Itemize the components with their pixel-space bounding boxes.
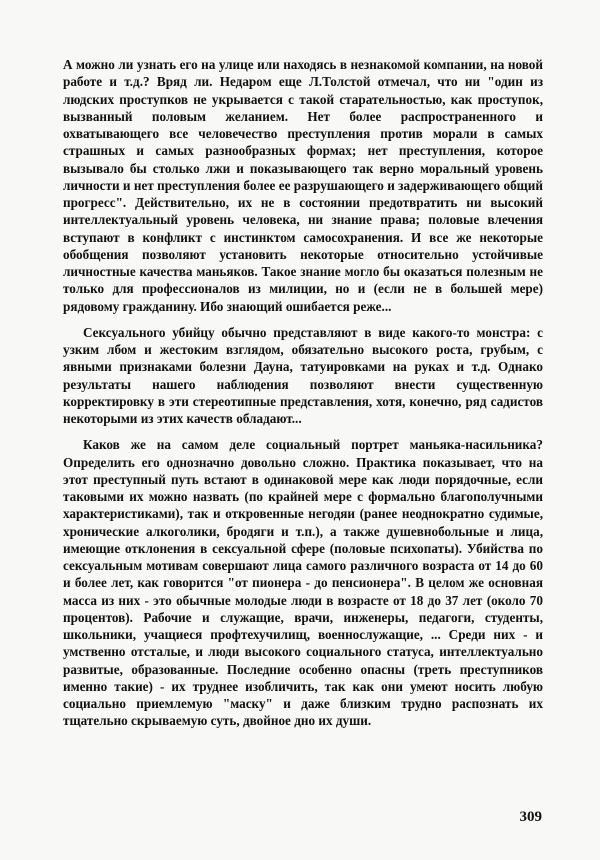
paragraph-2: Сексуального убийцу обычно представляют в виде какого-то монстра: с узким лбом и жестоким взглядом, обязательно высокого роста, грубым, с явными признаками болезни Дауна, татуировками на руках и т.д. Однако результаты нашего наблюдения позволяют внести существенную корректировку в эти стереотипные представления, хотя, конечно, ряд садистов некоторыми из этих качеств обладают... [63, 324, 543, 426]
paragraph-1: А можно ли узнать его на улице или находясь в незнакомой компании, на новой работе и т.д.? Вряд ли. Недаром еще Л.Толстой отмечал, что ни "один из людских проступков не укрывается с такой старательностью, как проступок, вызванный половым желанием. Нет более распространенного и охватывающего все человечество преступления против морали в самых страшных и самых разнообразных формах; нет преступления, которое вызывало бы столько лжи и показывающего так верно моральный уровень личности и нет преступления более ее разрушающего и задерживающего общий прогресс". Действительно, их не в состоянии предотвратить ни высокий интеллектуальный уровень человека, ни знание права; половые влечения вступают в конфликт с инстинктом самосохранения. И все же некоторые обобщения позволяют установить некоторые относительно устойчивые личностные качества маньяков. Такое знание могло бы оказаться полезным не только для профессионалов из милиции, но и (если не в большей мере) рядовому гражданину. Ибо знающий ошибается реже... [63, 57, 543, 314]
page-number: 309 [519, 809, 542, 825]
paragraph-3: Каков же на самом деле социальный портрет маньяка-насильника? Определить его однозначно довольно сложно. Практика показывает, что на этот преступный путь встают в одинаковой мере как люди порядочные, если таковыми их можно назвать (по крайней мере с формально благополучными характеристиками), так и откровенные негодяи (ранее неоднократно судимые, хронические алкоголики, бродяги и т.п.), а также душевнобольные и лица, имеющие отклонения в сексуальной сфере (половые психопаты). Убийства по сексуальным мотивам совершают лица самого различного возраста от 14 до 60 и более лет, как говорится "от пионера - до пенсионера". В целом же основная масса из них - это обычные молодые люди в возрасте от 18 до 37 лет (около 70 процентов). Рабочие и служащие, врачи, инженеры, педагоги, студенты, школьники, учащиеся профтехучилищ, военнослужащие, ... Среди них - и умственно отсталые, и люди высокого социального статуса, интеллектуально развитые, образованные. Последние особенно опасны (треть преступников именно такие) - их труднее изобличить, так как они умеют носить любую социально приемлемую "маску" и даже близким трудно распознать их тщательно скрываемую суть, двойное дно их души. [63, 437, 543, 729]
body-text [63, 56, 543, 730]
